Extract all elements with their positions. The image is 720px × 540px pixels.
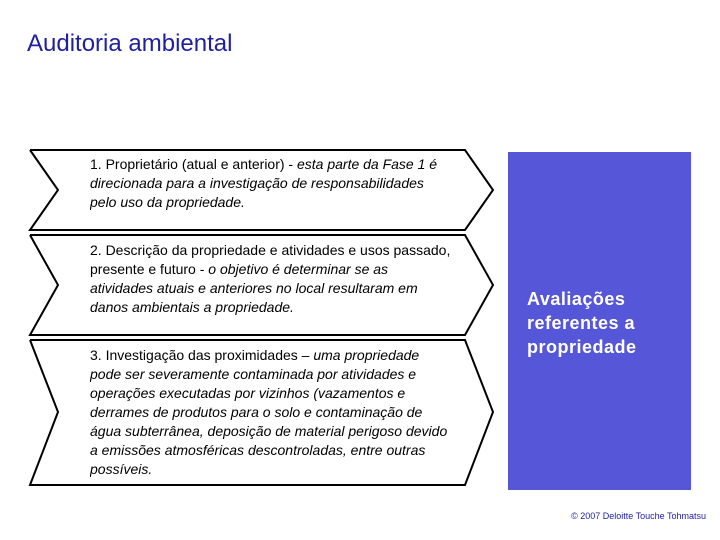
slide-title: Auditoria ambiental [27, 30, 233, 57]
step-3-description: uma propriedade pode ser severamente contaminada por atividades e operações executadas por vizinhos (vazamentos e derrames de produtos para o solo e contaminação de água subterrânea, deposição de material perigoso devido a emissões atmosféricas descontroladas, entre outras possíveis. [90, 347, 448, 477]
copyright-footer: © 2007 Deloitte Touche Tohmatsu [571, 511, 706, 521]
step-3-text [90, 346, 452, 498]
step-1-lead: 1. Proprietário (atual e anterior) - [90, 156, 297, 172]
step-2-text [90, 241, 452, 333]
step-1-description: esta parte da Fase 1 é direcionada para a investigação de responsabilidades pelo uso da propriedade. [90, 156, 438, 210]
step-2-description: o objetivo é determinar se as atividades atuais e anteriores no local resultaram em danos ambientais a propriedade. [90, 261, 418, 315]
side-panel-label: Avaliações referentes a propriedade [527, 289, 637, 357]
step-1-text [90, 155, 452, 217]
step-2-lead: 2. Descrição da propriedade e atividades e usos passado, presente e futuro - [90, 242, 451, 277]
step-3-lead: 3. Investigação das proximidades – [90, 347, 314, 363]
